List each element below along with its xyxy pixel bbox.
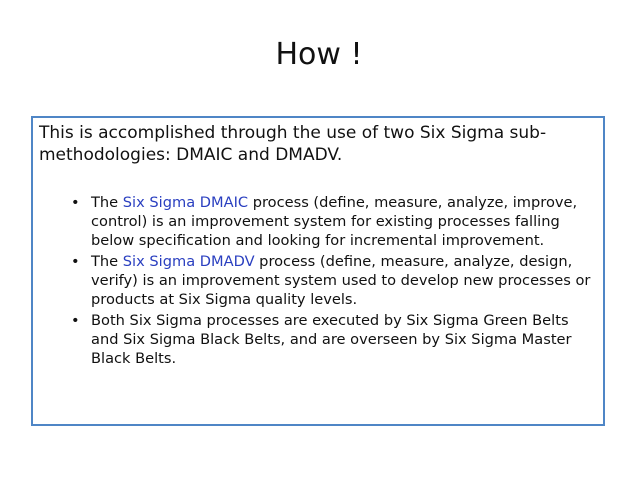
bullet-icon: • (71, 253, 80, 270)
bullet-text-prefix: The (91, 253, 123, 270)
six-sigma-dmadv-link[interactable]: Six Sigma DMADV (122, 253, 255, 270)
bullet-item-dmadv (39, 252, 597, 309)
bullet-text-prefix: The (91, 194, 123, 211)
bullet-text-suffix: process (define, measure, analyze, improve, control) is an improvement system for existing processes falling below specification and looking for incremental improvement. (91, 194, 578, 249)
content-box (31, 116, 605, 426)
bullet-item-dmaic (39, 193, 597, 250)
six-sigma-dmaic-link[interactable]: Six Sigma DMAIC (122, 194, 249, 211)
bullet-item-belts (39, 311, 597, 368)
intro-paragraph: This is accomplished through the use of two Six Sigma sub-methodologies: DMAIC and DMADV. (39, 123, 547, 165)
bullet-text: Both Six Sigma processes are executed by Six Sigma Green Belts and Six Sigma Black Belts, and are overseen by Six Sigma Master Black Belts. (91, 312, 572, 367)
bullet-icon: • (71, 194, 80, 211)
slide-title: How ! (275, 37, 363, 72)
bullet-list (39, 193, 597, 368)
bullet-icon: • (71, 312, 80, 329)
bullet-text-suffix: process (define, measure, analyze, design, verify) is an improvement system used to develop new processes or products at Six Sigma quality levels. (91, 253, 591, 308)
